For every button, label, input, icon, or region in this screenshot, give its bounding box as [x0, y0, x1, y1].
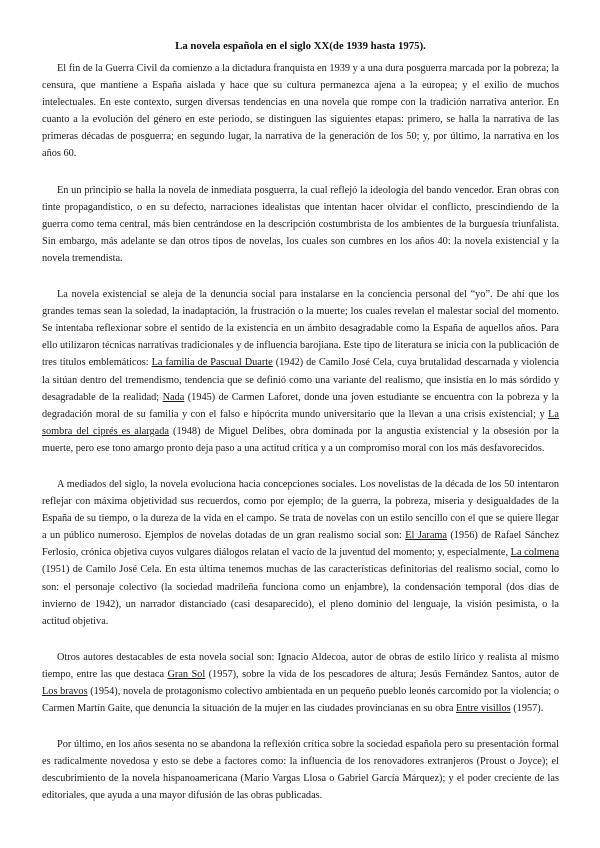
document-page: [42, 38, 559, 805]
paragraph-novela-social: [42, 476, 559, 630]
book-title-entre-visillos: Entre visillos: [456, 703, 511, 715]
book-title-la-colmena: La colmena: [510, 547, 560, 559]
book-title-familia-pascual-duarte: La familia de Pascual Duarte: [151, 357, 273, 369]
text-span: (1945) de Carmen Laforet, donde una joven estudiante se encuentra con la pobreza y la degradación moral de su familia y con el falso e hipócrita mundo universitario que la llevan a una crisis existencial; y: [42, 391, 559, 420]
text-span: (1942) de Camilo José Cela, cuya brutalidad descarnada y violencia la sitúan dentro del tremendismo, tendencia que se definió como una variante del realismo, que insistía en lo más sórdido y desagradable de la realidad;: [42, 357, 559, 403]
text-span: A mediados del siglo, la novela evoluciona hacia concepciones sociales. Los novelistas de la década de los 50 intentaron reflejar con máxima objetividad sus recuerdos, como por ejemplo; de la guerra, la pobreza, miseria y desigualdades de la España de su tiempo, o la dureza de la vida en el campo. Se trata de novelas con un estilo sencillo con el que se quiere llegar a un público numeroso. Ejemplos de novelas dotadas de un gran realismo social son:: [42, 478, 559, 542]
text-span: (1948) de Miguel Delibes, obra dominada por la angustia existencial y la obsesión por la muerte, pero ese tono amargo pronto deja paso a una actitud crítica y a un compromiso moral con los más desfavorecidos.: [42, 425, 559, 454]
paragraph-anos-sesenta: Por último, en los años sesenta no se abandona la reflexión crítica sobre la sociedad española pero su presentación formal es radicalmente novedosa y esto se debe a factores como: la influencia de los renovadores extranjeros (Proust o Joyce); el descubrimiento de la novela hispanoamericana (Mario Vargas Llosa o Gabriel García Márquez); y el poder creciente de las editoriales, que ayuda a una mayor difusión de las obras publicadas.: [42, 739, 559, 802]
text-span: (1954), novela de protagonismo colectivo ambientada en un pequeño pueblo leonés carcomido por la violencia; o Carmen Martín Gaite, que denuncia la situación de la mujer en las ciudades provincianas en su obra: [42, 686, 559, 715]
book-title-el-jarama: El Jarama: [405, 530, 447, 542]
text-span: Otros autores destacables de esta novela social son: Ignacio Aldecoa, autor de obras de estilo lírico y realista al mismo tiempo, entre las que destaca: [42, 651, 559, 680]
paragraph-novela-existencial: [42, 286, 559, 457]
text-span: (1956) de Rafael Sánchez Ferlosio, crónica objetiva cuyos vulgares diálogos relatan el vacío de la juventud del momento; y, especialmente,: [42, 530, 559, 559]
text-span: (1957).: [510, 703, 544, 715]
text-span: (1951) de Camilo José Cela. En esta última tenemos muchas de las características definitorias del realismo social, como lo son: el personaje colectivo (la sociedad madrileña funciona como un enjambre), la condensación temporal (dos días de invierno de 1942), un narrador distanciado (casi desaparecido), el pleno dominio del lenguaje, la visión pesimista, o la actitud objetiva.: [42, 564, 559, 627]
document-title: La novela española en el siglo XX(de 1939 hasta 1975).: [175, 40, 426, 52]
book-title-gran-sol: Gran Sol: [167, 668, 206, 680]
book-title-sombra-del-cipres: La sombra del ciprés es alargada: [42, 408, 559, 437]
book-title-nada: Nada: [162, 391, 185, 403]
text-span: La novela existencial se aleja de la denuncia social para instalarse en la conciencia personal del “yo”. De ahí que los grandes temas sean la soledad, la inadaptación, la frustración o la muerte; los cuales revelan el malestar social del momento. Se intentaba reflexionar sobre el sentido de la existencia en un ámbito desagradable como la España de aquellos años. Para ello utilizaron técnicas narrativas tradicionales y de influencia barojiana. Este tipo de literatura se inicia con la publicación de tres títulos emblemáticos:: [42, 289, 559, 369]
paragraph-posguerra: En un principio se halla la novela de inmediata posguerra, la cual reflejó la ideología del bando vencedor. Eran obras con tinte propagandístico, o en su defecto, narraciones idealistas que intentan hacer olvidar el conflicto, prescindiendo de la guerra como tema central, más bien centrándose en la descripción costumbrista de los ambientes de la burguesía triunfalista. Sin embargo, más adelante se dan otros tipos de novelas, los cuales son cumbres en los años 40: la novela existencial y la novela tremendista.: [42, 184, 559, 264]
paragraph-otros-autores: [42, 649, 559, 717]
paragraph-intro: El fin de la Guerra Civil da comienzo a la dictadura franquista en 1939 y a una dura posguerra marcada por la pobreza; la censura, que mantiene a España aislada y hace que su cultura permanezca ajena a la europea; y el exilio de muchos intelectuales. En este contexto, surgen diversas tendencias en una novela que rompe con la tradición narrativa anterior. En cuanto a la evolución del género en este periodo, se distinguen las siguientes etapas: primero, se halla la narrativa de las primeras décadas de posguerra; en segundo lugar, la narrativa de la generación de los 50; y, por último, la narrativa en los años 60.: [42, 63, 559, 160]
book-title-los-bravos: Los bravos: [42, 686, 88, 697]
text-span: (1957), sobre la vida de los pescadores de altura; Jesús Fernández Santos, autor de: [205, 668, 559, 680]
